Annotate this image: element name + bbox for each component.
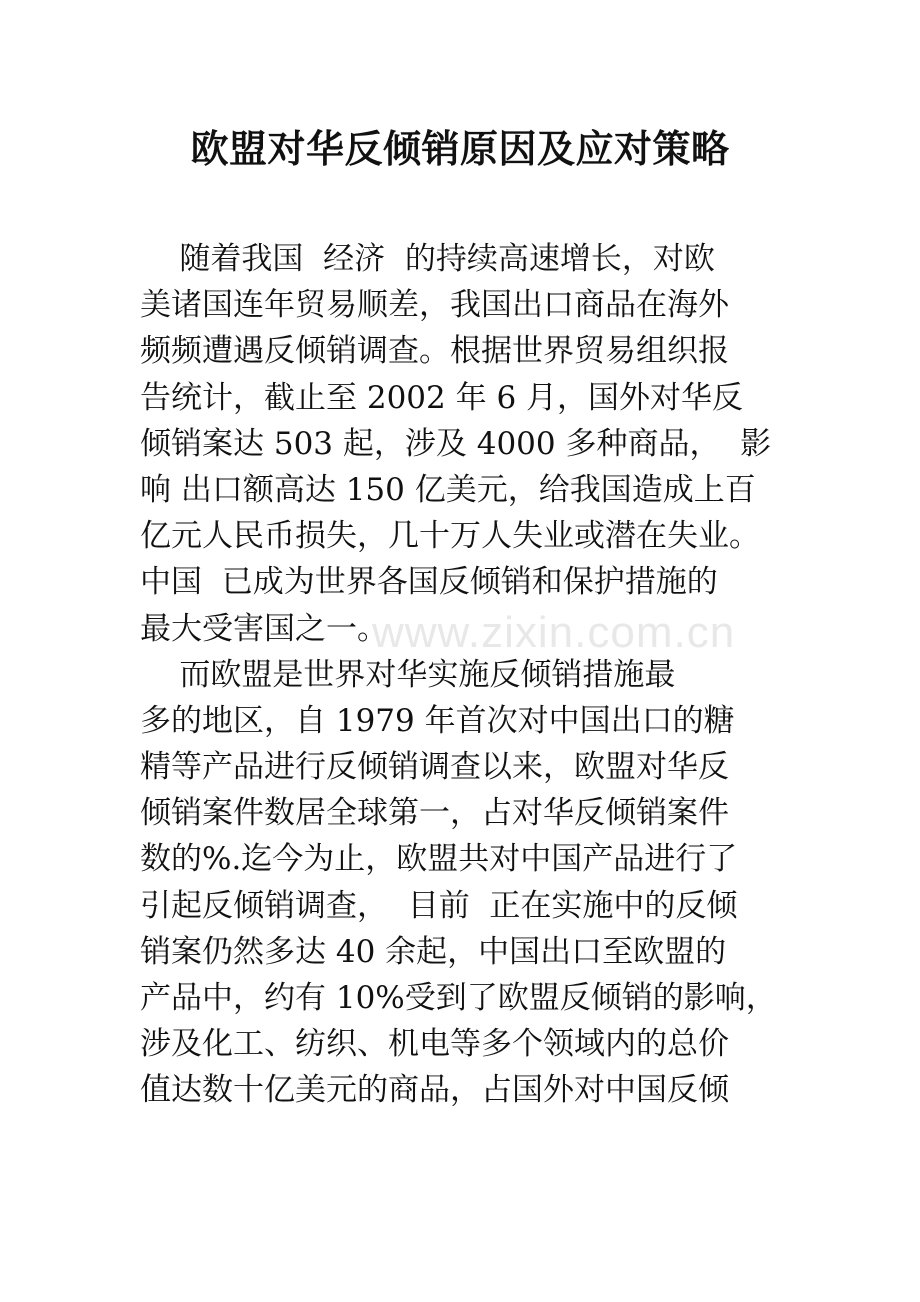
body-line: 倾销案件数居全球第一，占对华反倾销案件 [140, 795, 729, 832]
body-line: 值达数十亿美元的商品，占国外对中国反倾 [140, 1072, 729, 1109]
body-line: 多的地区，自 1979 年首次对中国出口的糖 [140, 702, 735, 739]
body-line: 中国 已成为世界各国反倾销和保护措施的 [140, 564, 718, 601]
body-line: 而欧盟是世界对华实施反倾销措施最 [140, 656, 676, 693]
body-line: 频频遭遇反倾销调查。根据世界贸易组织报 [140, 333, 729, 370]
body-line: 数的%.迄今为止，欧盟共对中国产品进行了 [140, 841, 738, 878]
document-title: 欧盟对华反倾销原因及应对策略 [190, 126, 730, 171]
body-line: 随着我国 经济 的持续高速增长，对欧 [140, 241, 715, 277]
body-line: 最大受害国之一。 [140, 610, 388, 647]
body-line: 美诸国连年贸易顺差，我国出口商品在海外 [140, 287, 729, 324]
body-line: 倾销案达 503 起，涉及 4000 多种商品， 影 [140, 425, 772, 462]
body-line: 亿元人民币损失，几十万人失业或潜在失业。 [140, 518, 760, 555]
body-line: 引起反倾销调查， 目前 正在实施中的反倾 [140, 887, 738, 924]
body-line: 告统计，截止至 2002 年 6 月，国外对华反 [140, 379, 744, 416]
body-line: 涉及化工、纺织、机电等多个领域内的总价 [140, 1026, 729, 1063]
body-line: 响 出口额高达 150 亿美元，给我国造成上百 [140, 471, 756, 508]
watermark: www.zixin.com.cn [372, 608, 736, 657]
body-line: 精等产品进行反倾销调查以来，欧盟对华反 [140, 749, 729, 786]
body-line: 销案仍然多达 40 余起，中国出口至欧盟的 [140, 933, 727, 970]
body-line: 产品中，约有 10%受到了欧盟反倾销的影响， [140, 980, 777, 1016]
document-body [140, 236, 790, 1114]
